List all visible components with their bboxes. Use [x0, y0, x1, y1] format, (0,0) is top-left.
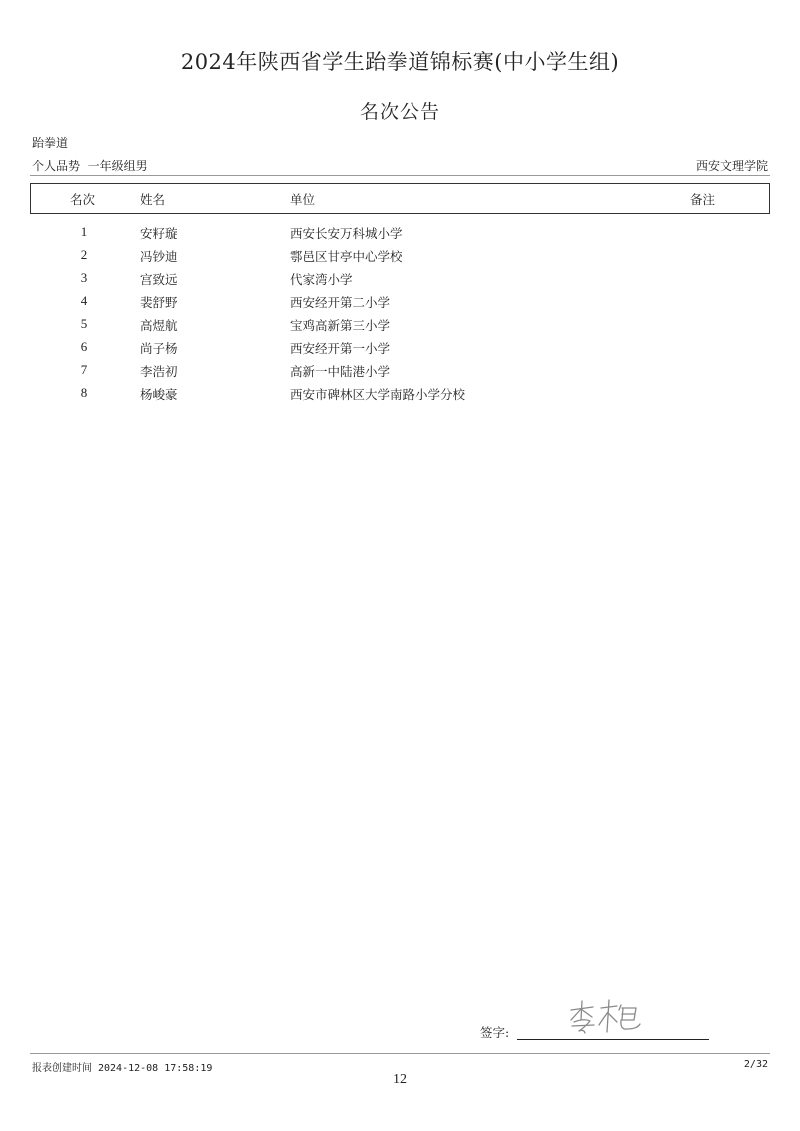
table-row: [0, 385, 800, 407]
unit-cell: 西安市碑林区大学南路小学分校: [290, 387, 466, 402]
signature-line: [517, 1039, 709, 1040]
unit-cell: 鄠邑区甘亭中心学校: [290, 249, 403, 264]
table-row: [0, 339, 800, 361]
created-label: 报表创建时间: [32, 1063, 92, 1074]
unit-cell: 西安长安万科城小学: [290, 226, 403, 241]
column-header-rank: 名次: [70, 192, 96, 207]
page-subtitle: 名次公告: [359, 101, 440, 123]
unit-cell: 西安经开第二小学: [290, 295, 391, 310]
name-cell: 冯钞迪: [140, 249, 178, 264]
unit-cell: 高新一中陆港小学: [290, 364, 391, 379]
rank-cell: 8: [80, 385, 88, 400]
name-cell: 李浩初: [140, 364, 178, 379]
rank-cell: 3: [80, 270, 88, 285]
handwritten-signature: [565, 996, 645, 1036]
header-divider: [30, 175, 770, 176]
name-cell: 裴舒野: [140, 295, 178, 310]
column-header-note: 备注: [690, 192, 716, 207]
column-header-name: 姓名: [140, 192, 166, 207]
venue-label: 西安文理学院: [695, 159, 768, 173]
table-row: [0, 293, 800, 315]
name-cell: 宫致远: [140, 272, 178, 287]
unit-cell: 宝鸡高新第三小学: [290, 318, 391, 333]
page-title: 2024年陕西省学生跆拳道锦标赛(中小学生组): [180, 50, 620, 74]
rank-cell: 4: [80, 293, 88, 308]
event-label: 个人品势 一年级组男: [32, 159, 148, 173]
name-cell: 杨峻豪: [140, 387, 178, 402]
rank-cell: 2: [80, 247, 88, 262]
name-cell: 安籽璇: [140, 226, 178, 241]
rank-cell: 5: [80, 316, 88, 331]
table-row: [0, 247, 800, 269]
name-cell: 高煜航: [140, 318, 178, 333]
table-row: [0, 316, 800, 338]
rank-cell: 6: [80, 339, 88, 354]
table-row: [0, 224, 800, 246]
table-row: [0, 362, 800, 384]
signature-label: 签字:: [480, 1025, 510, 1040]
table-row: [0, 270, 800, 292]
rank-cell: 1: [80, 224, 88, 239]
page-number: 12: [393, 1072, 407, 1087]
unit-cell: 西安经开第一小学: [290, 341, 391, 356]
name-cell: 尚子杨: [140, 341, 178, 356]
page-indicator: 2/32: [743, 1059, 768, 1070]
sport-label: 跆拳道: [32, 136, 69, 150]
created-value: 2024-12-08 17:58:19: [98, 1063, 213, 1074]
unit-cell: 代家湾小学: [290, 272, 353, 287]
column-header-unit: 单位: [290, 192, 316, 207]
rank-cell: 7: [80, 362, 88, 377]
footer-divider: [30, 1053, 770, 1054]
